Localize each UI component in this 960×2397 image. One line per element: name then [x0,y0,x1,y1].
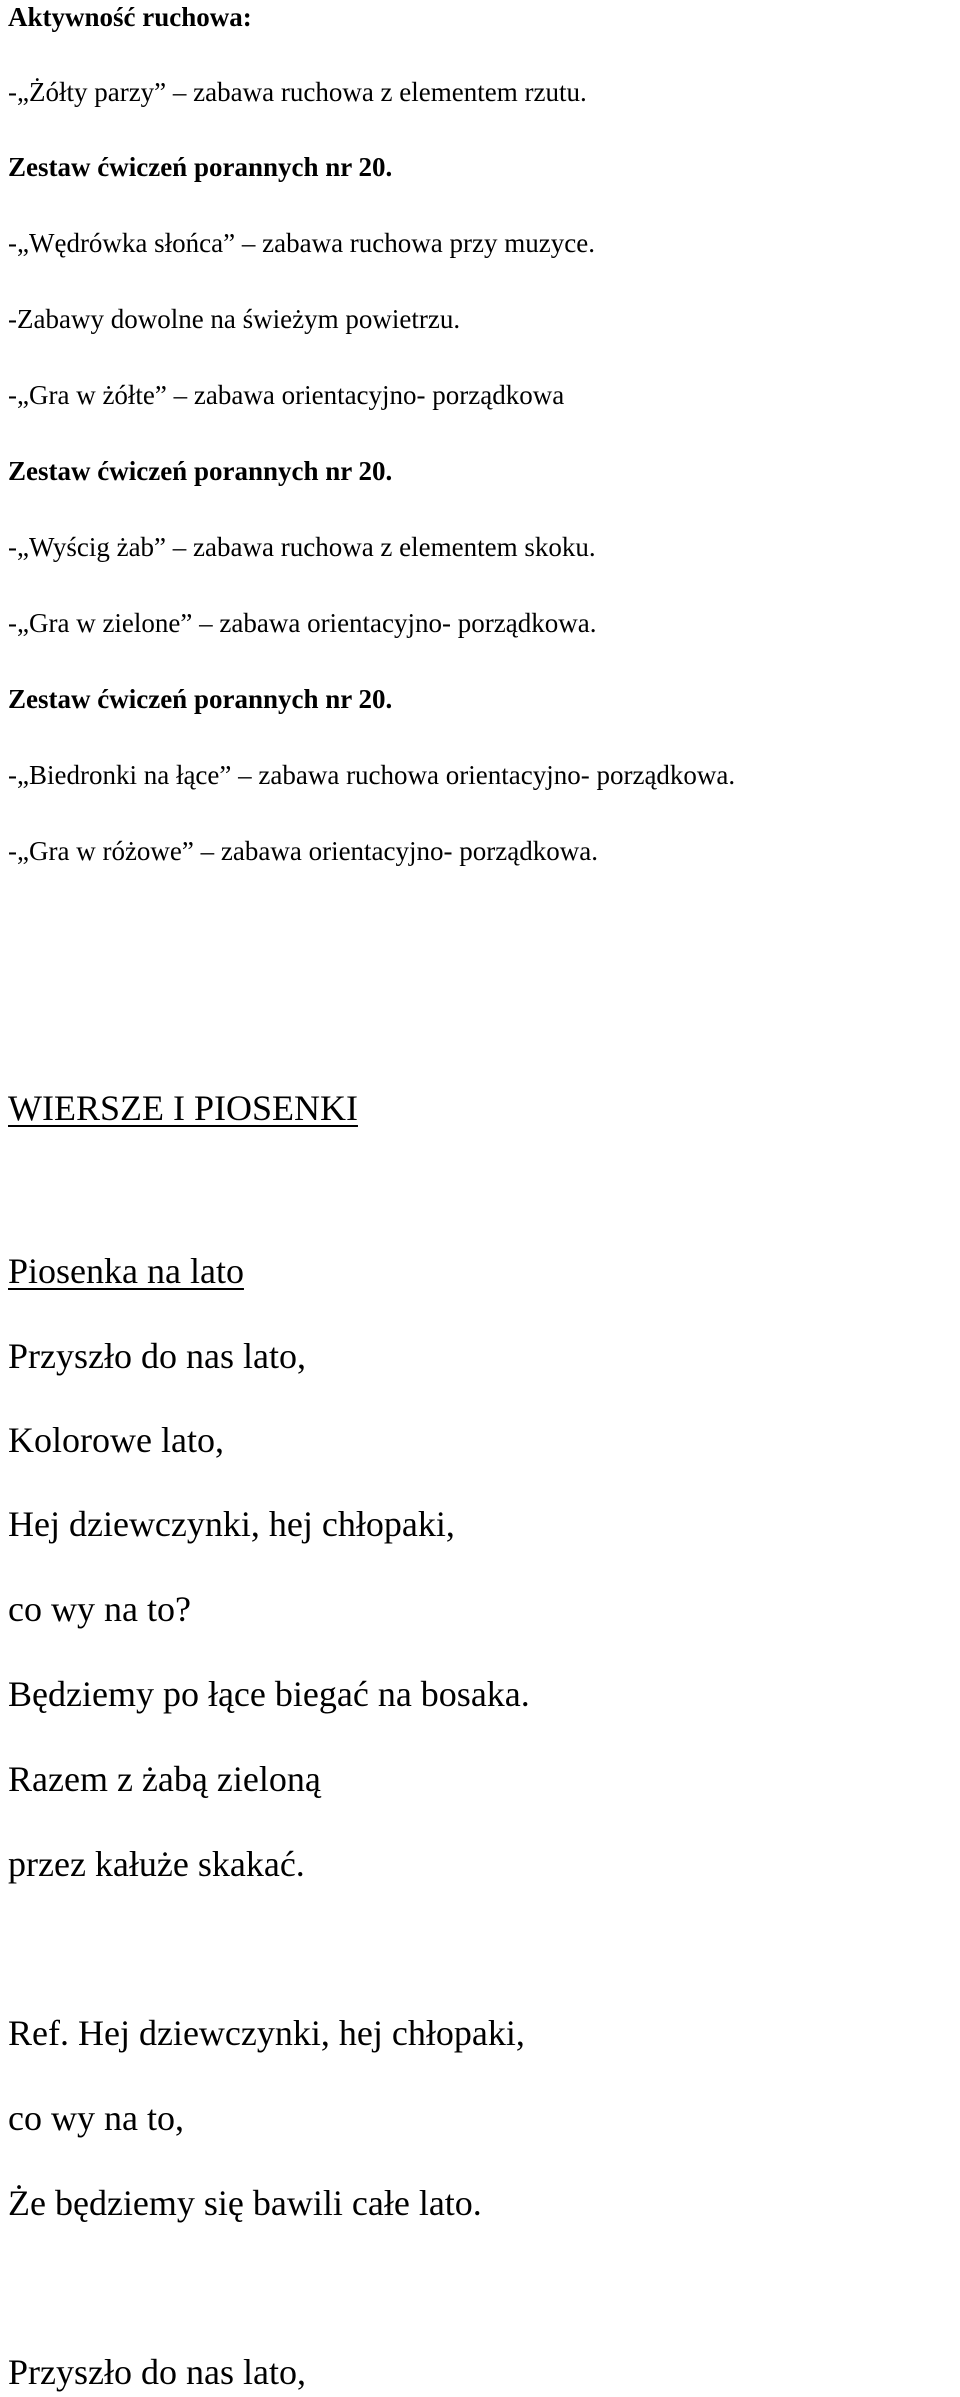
refrain-line: co wy na to, [8,2098,184,2138]
activity-line: -„Gra w różowe” – zabawa orientacyjno- porządkowa. [8,836,598,866]
song-title: Piosenka na lato [8,1251,244,1291]
activity-line: -„Żółty parzy” – zabawa ruchowa z elementem rzutu. [8,77,587,107]
activity-line: -„Gra w zielone” – zabawa orientacyjno- porządkowa. [8,608,597,638]
verse-line: Będziemy po łące biegać na bosaka. [8,1674,530,1714]
activity-line: -„Wyścig żab” – zabawa ruchowa z elementem skoku. [8,532,596,562]
verse-line: Hej dziewczynki, hej chłopaki, [8,1504,455,1544]
verse-line: co wy na to? [8,1589,191,1629]
verse-line: Kolorowe lato, [8,1420,224,1460]
section-title: WIERSZE I PIOSENKI [8,1088,358,1128]
verse-line: przez kałuże skakać. [8,1844,305,1884]
exercise-set-line: Zestaw ćwiczeń porannych nr 20. [8,684,393,714]
exercise-set-line: Zestaw ćwiczeń porannych nr 20. [8,456,393,486]
activity-heading: Aktywność ruchowa: [8,2,252,32]
verse-line: Razem z żabą zieloną [8,1759,321,1799]
verse-line: Przyszło do nas lato, [8,1336,306,1376]
activity-line: -„Wędrówka słońca” – zabawa ruchowa przy muzyce. [8,228,595,258]
activity-line: -„Gra w żółte” – zabawa orientacyjno- porządkowa [8,380,565,410]
verse-line: Przyszło do nas lato, [8,2352,306,2392]
activity-line: -„Biedronki na łące” – zabawa ruchowa orientacyjno- porządkowa. [8,760,736,790]
activity-line: -Zabawy dowolne na świeżym powietrzu. [8,304,461,334]
refrain-line: Że będziemy się bawili całe lato. [8,2183,482,2223]
exercise-set-line: Zestaw ćwiczeń porannych nr 20. [8,152,393,182]
refrain-line: Ref. Hej dziewczynki, hej chłopaki, [8,2013,525,2053]
